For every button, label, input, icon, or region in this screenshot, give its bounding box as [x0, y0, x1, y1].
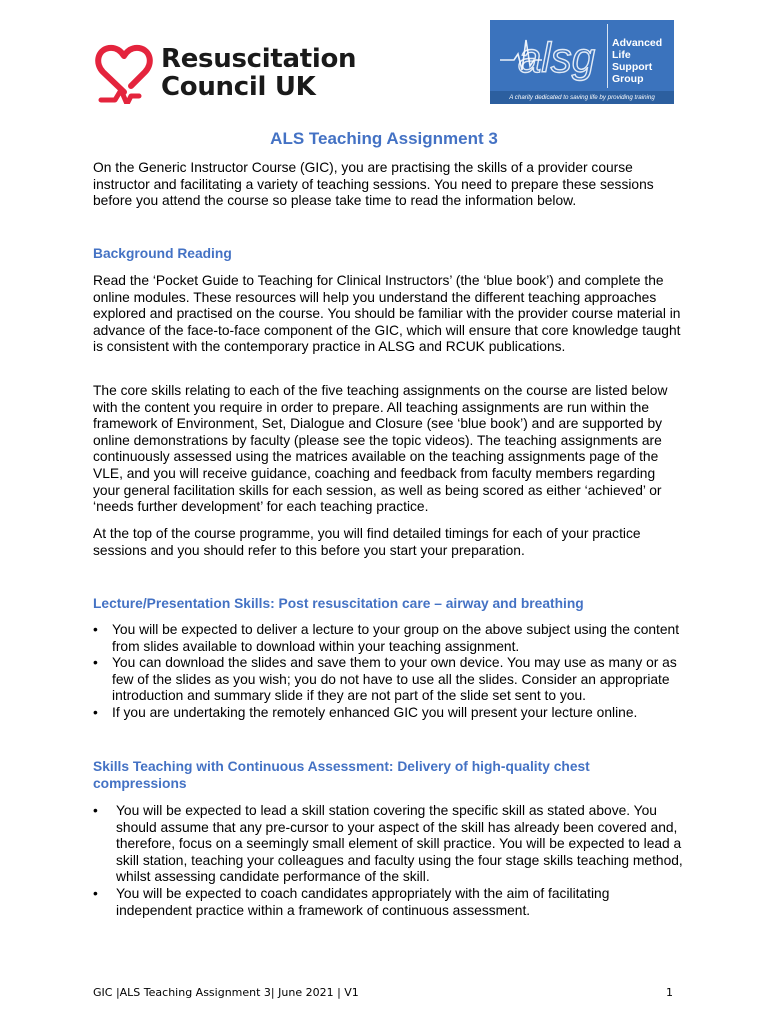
rc-logo-text: [161, 45, 356, 101]
alsg-logo: [490, 20, 674, 104]
rc-logo-line1: Resuscitation: [161, 44, 357, 74]
list-item: • You can download the slides and save them to your own device. You may use as many or as few of the slides as you wish; you do not have to use all the slides. Consider an appropriate introduction and summary slide if they are not part of the slide set sent to you.: [93, 655, 683, 705]
skills-heading: Skills Teaching with Continuous Assessment: Delivery of high-quality chest compressions: [93, 759, 590, 791]
background-reading-heading: Background Reading: [93, 246, 232, 261]
list-item: • You will be expected to lead a skill station covering the specific skill as stated above. You should assume that any pre-cursor to your aspect of the skill has already been covered and, therefore, focus on a seemingly small element of skill practice. You will be expected to lead a skill station, teaching your colleagues and faculty using the four stage skills teaching method, whilst assessing candidate performance of the skill.: [93, 803, 683, 886]
list-item: • If you are undertaking the remotely enhanced GIC you will present your lecture online.: [93, 705, 683, 722]
alsg-mark-icon: [496, 26, 604, 88]
background-paragraph-1: Read the ‘Pocket Guide to Teaching for Clinical Instructors’ (the ‘blue book’) and complete the online modules. These resources will help you understand the different teaching approaches explored and practised on the course. You should be familiar with the provider course material in advance of the face-to-face component of the GIC, which will ensure that core knowledge taught is consistent with the contemporary practice in ALSG and RCUK publications.: [93, 273, 681, 355]
alsg-words: [612, 37, 662, 85]
svg-text:alsg: alsg: [518, 34, 596, 81]
lecture-heading: Lecture/Presentation Skills: Post resuscitation care – airway and breathing: [93, 596, 584, 611]
list-item: • You will be expected to coach candidates appropriately with the aim of facilitating independent practice within a framework of continuous assessment.: [93, 886, 683, 919]
footer-page-number: 1: [666, 986, 673, 999]
lecture-bullet-list: [93, 622, 683, 722]
alsg-tagline: A charity dedicated to saving life by providing training: [490, 91, 674, 104]
alsg-word: Life: [612, 49, 631, 61]
heart-ecg-icon: [95, 42, 153, 104]
intro-paragraph: On the Generic Instructor Course (GIC), you are practising the skills of a provider course instructor and facilitating a variety of teaching sessions. You need to prepare these sessions before you attend the course so please take time to read the information below.: [93, 160, 654, 209]
alsg-word: Advanced: [612, 37, 663, 49]
list-item: • You will be expected to deliver a lecture to your group on the above subject using the content from slides available to download within your teaching assignment.: [93, 622, 683, 655]
background-paragraph-2: The core skills relating to each of the five teaching assignments on the course are listed below with the content you require in order to prepare. All teaching assignments are run within the framework of Environment, Set, Dialogue and Closure (see ‘blue book’) and are supported by online demonstrations by faculty (please see the topic videos). The teaching assignments are continuously assessed using the matrices available on the teaching assignments page of the VLE, and you will receive guidance, coaching and feedback from faculty members regarding your general facilitation skills for each session, as well as being scored as either ‘achieved’ or ‘needs further development’ for each teaching practice.: [93, 383, 668, 515]
background-paragraph-3: At the top of the course programme, you will find detailed timings for each of your practice sessions and you should refer to this before you start your preparation.: [93, 526, 641, 558]
resuscitation-council-logo: [95, 42, 356, 104]
alsg-word: Group: [612, 73, 644, 85]
alsg-word: Support: [612, 61, 653, 73]
skills-bullet-list: [93, 803, 683, 919]
footer-document-info: GIC |ALS Teaching Assignment 3| June 2021 | V1: [93, 986, 359, 999]
alsg-divider: [607, 24, 608, 88]
rc-logo-line2: Council UK: [161, 72, 316, 102]
page-title: ALS Teaching Assignment 3: [270, 129, 498, 148]
